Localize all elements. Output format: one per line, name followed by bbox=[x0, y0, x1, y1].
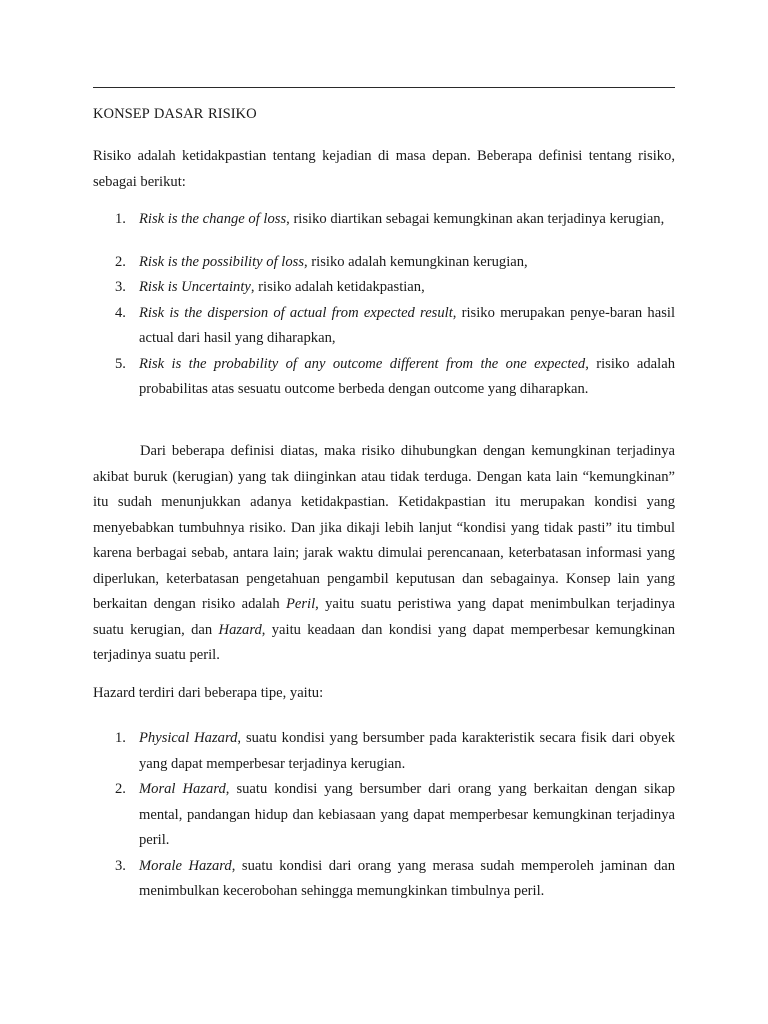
header-rule bbox=[93, 87, 675, 88]
hazard-term: Physical Hazard bbox=[139, 730, 238, 746]
definition-item bbox=[93, 275, 675, 301]
definition-term: Risk is the change of loss bbox=[139, 211, 287, 227]
item-number: 4. bbox=[115, 304, 126, 321]
item-number: 1. bbox=[115, 730, 126, 746]
definition-item bbox=[93, 207, 675, 233]
item-number: 3. bbox=[115, 857, 126, 874]
peril-term: Peril bbox=[285, 596, 316, 612]
item-number: 2. bbox=[115, 781, 126, 797]
hazard-term: Moral Hazard bbox=[139, 781, 226, 797]
hazard-item bbox=[93, 777, 675, 854]
definition-term: Risk is the possibility of loss bbox=[139, 253, 304, 270]
intro-paragraph: Risiko adalah ketidakpastian tentang kejadian di masa depan. Beberapa definisi tentang risiko, sebagai berikut: bbox=[93, 148, 675, 190]
explanation-text: , yaitu suatu peristiwa yang dapat menimbulkan terjadinya suatu kerugian, dan bbox=[93, 596, 675, 638]
explanation-text: Dari beberapa definisi diatas, maka risiko dihubungkan dengan kemungkinan terjadinya akibat buruk (kerugian) yang tak diinginkan atau tidak terduga. Dengan kata lain “kemungkinan” itu sudah menunjukkan adanya ketidakpastian. Ketidakpastian itu merupakan kondisi yang menyebabkan tumbuhnya risiko. Dan jika dikaji lebih lanjut “kondisi yang tidak pasti” itu timbul karena berbagai sebab, antara lain; jarak waktu dimulai perencanaan, keterbatasan informasi yang diperlukan, keterbatasan pengetahuan pengambil keputusan dan sebagainya. Konsep lain yang berkaitan dengan risiko adalah bbox=[93, 443, 675, 612]
definition-item bbox=[93, 301, 675, 352]
hazard-text: , suatu kondisi yang bersumber dari orang yang berkaitan dengan sikap mental, pandangan hidup dan kebiasaan yang dapat memperbesar kemungkinan terjadinya peril. bbox=[139, 781, 675, 848]
hazard-term: Hazard bbox=[218, 621, 262, 638]
definition-term: Risk is the dispersion of actual from expected result bbox=[139, 304, 453, 321]
risk-definition-list bbox=[93, 207, 675, 403]
explanation-paragraph bbox=[93, 439, 675, 669]
definition-text: , risiko adalah ketidakpastian, bbox=[250, 279, 425, 295]
hazard-intro: Hazard terdiri dari beberapa tipe, yaitu: bbox=[93, 685, 324, 701]
item-number: 1. bbox=[115, 211, 126, 227]
item-number: 3. bbox=[115, 279, 126, 295]
section-title: KONSEP DASAR RISIKO bbox=[93, 106, 257, 122]
hazard-item bbox=[93, 726, 675, 777]
hazard-term: Morale Hazard bbox=[139, 857, 232, 874]
explanation-text: , yaitu keadaan dan kondisi yang dapat memperbesar kemungkinan terjadinya suatu peril. bbox=[93, 621, 675, 663]
item-number: 2. bbox=[115, 253, 126, 270]
definition-item bbox=[93, 352, 675, 403]
item-number: 5. bbox=[115, 355, 126, 372]
definition-term: Risk is the probability of any outcome different from the one expected bbox=[139, 355, 586, 372]
definition-term: Risk is Uncertainty bbox=[139, 279, 251, 295]
definition-item bbox=[93, 250, 675, 276]
document-page bbox=[93, 0, 675, 1024]
definition-text: , risiko adalah kemungkinan kerugian, bbox=[304, 253, 528, 270]
hazard-item bbox=[93, 854, 675, 905]
hazard-type-list bbox=[93, 726, 675, 905]
definition-text: , risiko merupakan penye-baran hasil actual dari hasil yang diharapkan, bbox=[139, 304, 675, 346]
hazard-text: , suatu kondisi dari orang yang merasa sudah memperoleh jaminan dan menimbulkan kecerobohan sehingga memungkinkan timbulnya peril. bbox=[139, 857, 676, 899]
definition-text: , risiko diartikan sebagai kemungkinan akan terjadinya kerugian, bbox=[286, 211, 665, 227]
definition-text: , risiko adalah probabilitas atas sesuatu outcome berbeda dengan outcome yang diharapkan. bbox=[139, 355, 675, 397]
hazard-text: , suatu kondisi yang bersumber pada karakteristik secara fisik dari obyek yang dapat memperbesar terjadinya kerugian. bbox=[139, 730, 675, 772]
